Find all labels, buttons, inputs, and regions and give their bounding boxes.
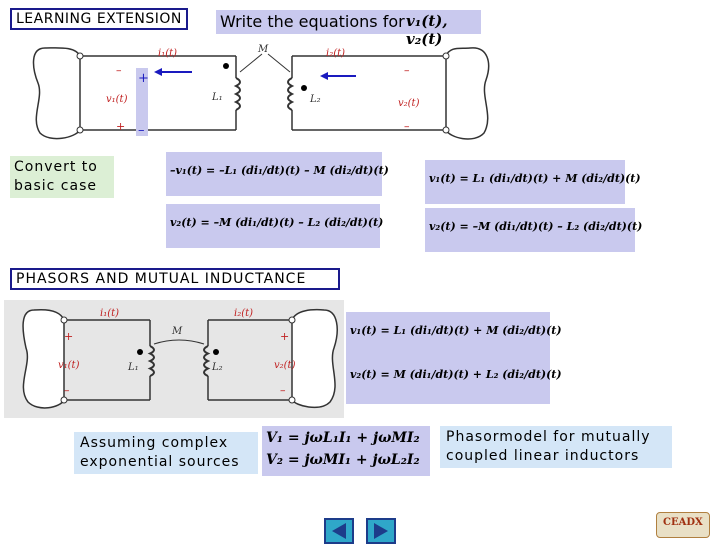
eq-box-4 [425,208,643,252]
eq-8: V₂ = jωMI₁ + jωL₂I₂ [266,452,420,468]
eq-6: v₂(t) = M (di₁/dt)(t) + L₂ (di₂/dt)(t) [350,368,562,381]
svg-text:–: – [280,384,286,397]
write-equations-text: Write the equations for [220,12,405,31]
convert-label [10,156,114,198]
svg-text:v₁(t): v₁(t) [58,360,80,371]
svg-text:+: + [280,330,290,343]
eq-2: v₁(t) = L₁ (di₁/dt)(t) + M (di₂/dt)(t) [429,172,641,185]
eq-box-2 [425,160,641,204]
logo-text: CEADX [663,517,703,528]
svg-text:–: – [64,384,70,397]
back-button[interactable] [324,518,354,544]
svg-text:L₁: L₁ [128,362,139,373]
phasor-model-label [440,426,672,468]
svg-text:–: – [116,64,122,77]
dot-l1 [223,63,229,69]
i2-label: i₂(t) [326,48,346,59]
svg-text:+: + [64,330,74,343]
phasors-title: PHASORS AND MUTUAL INDUCTANCE [10,268,340,290]
left-source-blob [34,48,80,139]
v1-label: v₁(t) [106,94,128,105]
mutual-label: M [258,44,269,55]
write-equations-vars: v₁(t), v₂(t) [406,12,448,48]
svg-text:+: + [116,120,126,133]
convert-line-1: Convert to [14,159,98,175]
eq-1: –v₁(t) = –L₁ (di₁/dt)(t) – M (di₂/dt)(t) [170,164,389,177]
l1-label: L₁ [212,92,223,103]
svg-text:L₂: L₂ [212,362,223,373]
svg-text:i₂(t): i₂(t) [234,308,254,319]
svg-text:–: – [138,123,145,138]
write-equations-banner [216,10,481,48]
svg-text:i₁(t): i₁(t) [100,308,120,319]
arrow-left-icon [326,520,352,542]
eq-3: v₂(t) = –M (di₁/dt)(t) – L₂ (di₂/dt)(t) [170,216,384,229]
eq-5: v₁(t) = L₁ (di₁/dt)(t) + M (di₂/dt)(t) [350,324,562,337]
eq-box-3 [166,204,384,248]
svg-text:+: + [138,71,149,86]
logo-badge[interactable] [656,512,710,538]
dot-l2 [301,85,307,91]
inductor-l2 [288,78,292,110]
eq-box-1 [166,152,389,196]
v2-label: v₂(t) [398,98,420,109]
eq-4: v₂(t) = –M (di₁/dt)(t) – L₂ (di₂/dt)(t) [429,220,643,233]
i1-label: i₁(t) [158,48,178,59]
phasor-line-1: Phasormodel for mutually [446,429,651,445]
svg-text:v₂(t): v₂(t) [274,360,296,371]
inductor-l1 [236,78,240,110]
l2-label: L₂ [310,94,321,105]
svg-text:–: – [404,120,410,133]
phasor-eq-box [262,426,430,476]
arrow-right-icon [368,520,394,542]
forward-button[interactable] [366,518,396,544]
learning-extension-label: LEARNING EXTENSION [10,8,188,30]
assuming-line-1: Assuming complex [80,435,229,451]
assuming-label [74,432,258,474]
eq-box-5 [346,312,562,404]
svg-text:M: M [172,326,183,337]
bottom-circuit-diagram [4,300,344,418]
assuming-line-2: exponential sources [80,454,240,470]
top-circuit-diagram [0,38,500,150]
svg-text:–: – [404,64,410,77]
convert-line-2: basic case [14,178,97,194]
right-source-blob [446,48,489,139]
eq-7: V₁ = jωL₁I₁ + jωMI₂ [266,430,420,446]
phasor-line-2: coupled linear inductors [446,448,640,464]
